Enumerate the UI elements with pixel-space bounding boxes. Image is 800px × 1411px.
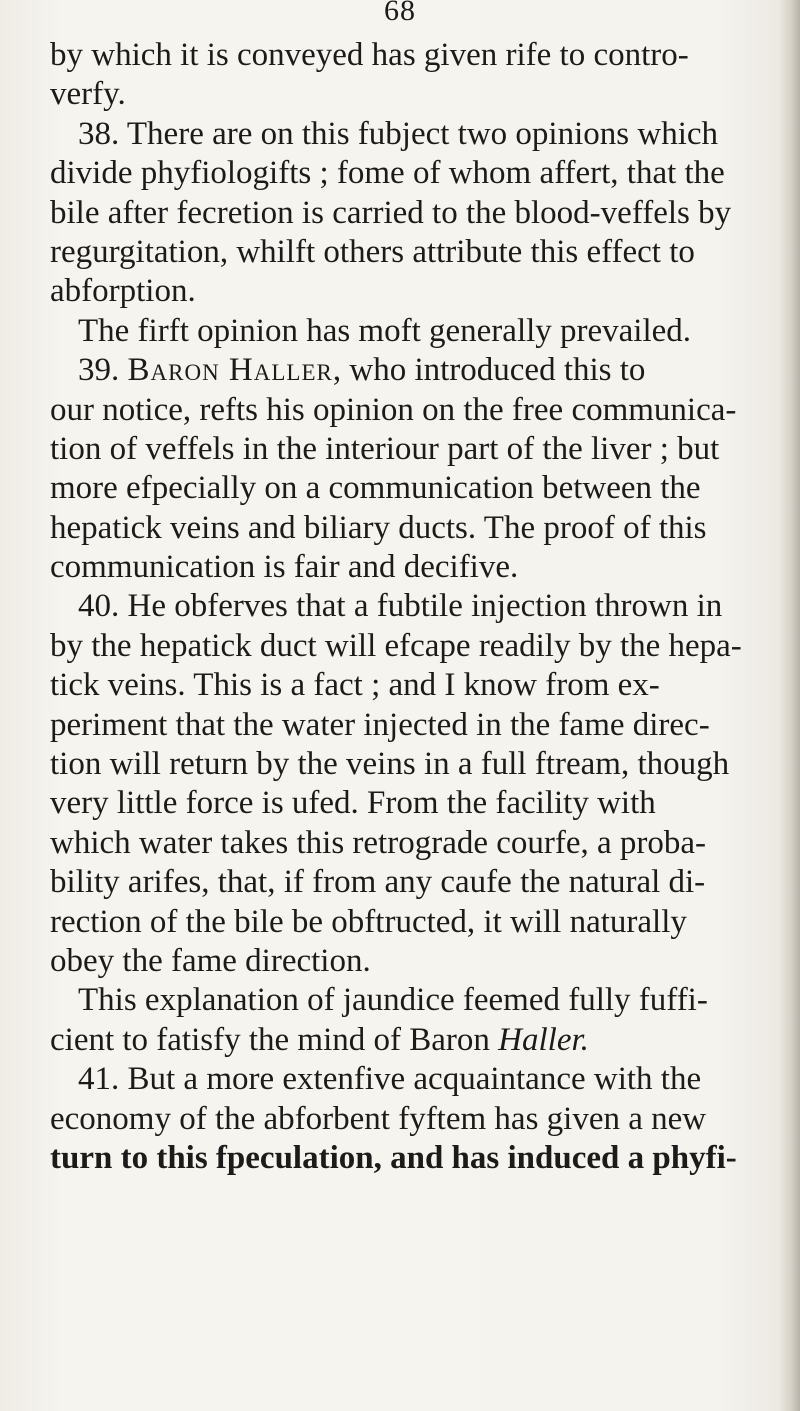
page-number: 68 [384,0,416,27]
text-line: communication is fair and decifive. [50,549,519,586]
text-line: tion will return by the veins in a full ftream, though [50,746,730,783]
text-line: divide phyfiologifts ; fome of whom affert, that the [50,155,725,192]
text-line: verfy. [50,76,126,113]
text-line: more efpecially on a communication between the [50,470,701,507]
text-line: hepatick veins and biliary ducts. The proof of this [50,509,707,546]
person-name: Baron Haller [127,352,333,389]
text-line: economy of the abforbent fyftem has given a new [50,1100,707,1137]
paragraph-39-start [50,351,770,390]
text-line: by the hepatick duct will efcape readily by the hepa- [50,627,742,664]
text-line [50,1021,770,1060]
text-line: This explanation of jaundice feemed fully fuffi- [78,982,708,1019]
paragraph-41-start: 41. But a more extenfive acquaintance with the [78,1061,702,1098]
person-name-italic: Haller. [498,1021,589,1058]
text-line: our notice, refts his opinion on the free communica- [50,391,737,428]
text-line: abforption. [50,273,196,310]
text-line: tick veins. This is a fact ; and I know from ex- [50,667,660,704]
text-line: bile after fecretion is carried to the blood-veffels by [50,194,732,231]
text-line: tion of veffels in the interiour part of the liver ; but [50,430,720,467]
text-line: by which it is conveyed has given rife to contro- [50,37,689,73]
paragraph-number: 39. [78,352,128,389]
text-fragment: , who introduced this to [332,352,646,389]
text-line: periment that the water injected in the fame direc- [50,706,710,743]
text-line: The firft opinion has moft generally prevailed. [78,312,692,349]
text-line: rection of the bile be obftructed, it will naturally [50,903,687,940]
body-text [50,6,770,1178]
paragraph-40-start: 40. He obferves that a fubtile injection thrown in [78,588,723,625]
page-edge-shadow [778,0,800,1411]
text-line: bility arifes, that, if from any caufe the natural di- [50,864,706,901]
text-line: turn to this fpeculation, and has induced a phyfi- [50,1139,737,1176]
text-line: regurgitation, whilft others attribute this effect to [50,233,695,270]
text-line: which water takes this retrograde courfe, a proba- [50,824,707,861]
text-fragment: cient to fatisfy the mind of Baron [50,1021,499,1058]
paragraph-38-start: 38. There are on this fubject two opinions which [78,115,719,152]
text-line: obey the fame direction. [50,942,371,979]
text-line: very little force is ufed. From the facility with [50,785,656,822]
